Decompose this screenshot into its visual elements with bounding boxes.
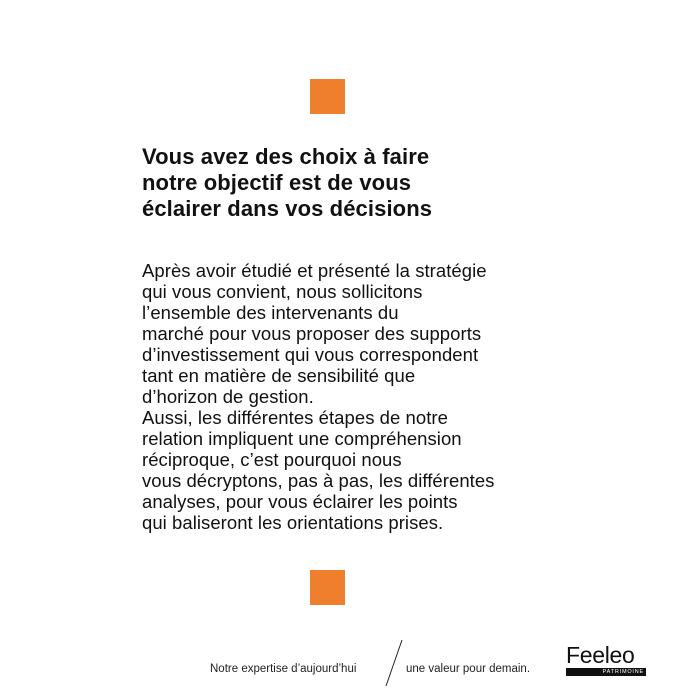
body-line: Aussi, les différentes étapes de notre [142,407,448,428]
logo-subtitle: PATRIMOINE [602,669,644,675]
body-line: d’horizon de gestion. [142,386,314,407]
heading-line: notre objectif est de vous [142,170,412,195]
logo-name: Feeleo [566,642,635,668]
tagline-left: Notre expertise d’aujourd’hui [210,663,357,675]
heading-line: Vous avez des choix à faire [142,144,430,169]
heading-line: éclairer dans vos décisions [142,196,433,221]
orange-square-bottom [310,570,345,605]
body-line: relation impliquent une compréhension [142,428,462,449]
body-line: d’investissement qui vous correspondent [142,344,479,365]
orange-square-top [310,79,345,114]
body-line: Après avoir étudié et présenté la stratégie [142,260,487,281]
body-line: analyses, pour vous éclairer les points [142,491,458,512]
tagline-right: une valeur pour demain. [406,663,531,675]
body-line: réciproque, c’est pourquoi nous [142,449,402,470]
heading [142,144,562,222]
body-line: vous décryptons, pas à pas, les différentes [142,470,495,491]
body-line: marché pour vous proposer des supports [142,323,482,344]
feeleo-logo [566,643,656,683]
body-paragraph [142,260,602,533]
body-line: qui baliseront les orientations prises. [142,512,444,533]
body-line: l’ensemble des intervenants du [142,302,399,323]
body-line: tant en matière de sensibilité que [142,365,416,386]
body-line: qui vous convient, nous sollicitons [142,281,423,302]
